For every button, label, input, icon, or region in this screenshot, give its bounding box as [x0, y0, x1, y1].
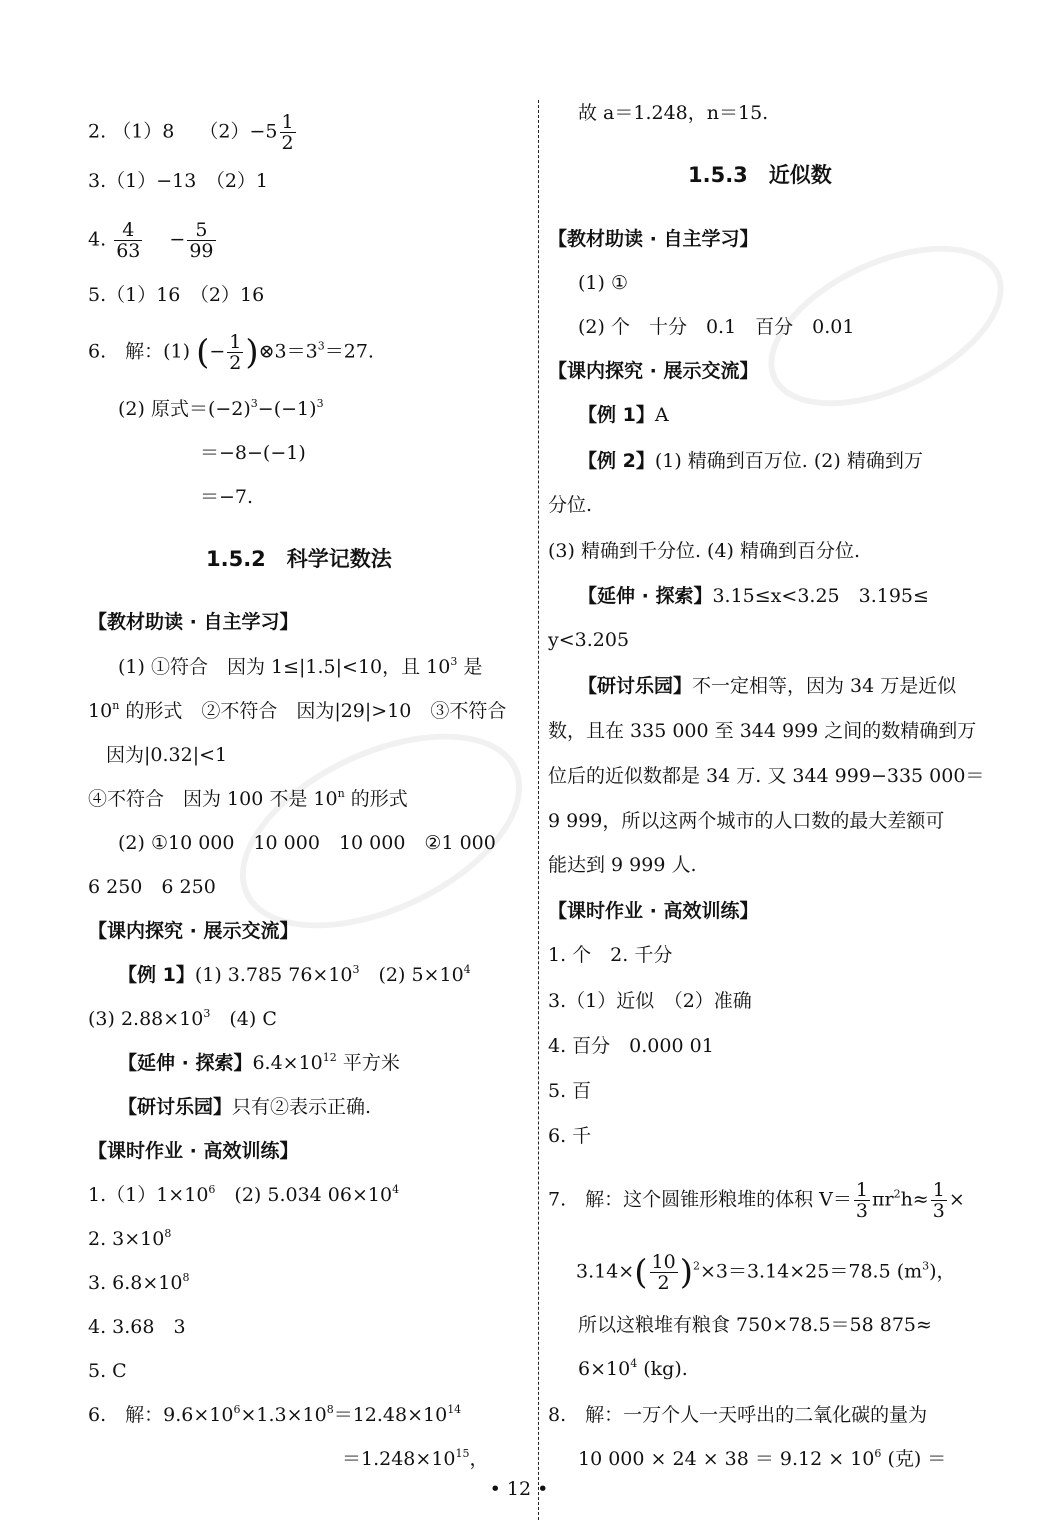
example-1: 【例 1】(1) 3.785 $76\times 10^3$ (2) $5\times 10^4$ [118, 963, 471, 986]
answer-6-part-2: (2) 原式$=(-2)^3-(-1)^3$ [118, 397, 324, 420]
homework-7-cont: 3.14×( $\frac{10}{2}$ )$^2$×3＝3.14×25＝78.5 $(m^3)$， [576, 1251, 956, 1294]
section-title: 1.5.2 科学记数法 [206, 547, 392, 571]
discussion-cont: 能达到 9 999 人. [548, 854, 697, 876]
heading: 【教材助读 · 自主学习】 [548, 228, 759, 250]
heading: 【教材助读 · 自主学习】 [88, 611, 299, 633]
answer-6-step: ＝−7. [200, 486, 254, 508]
fraction: $\frac{10}{2}$ [651, 1251, 676, 1294]
fraction: $\frac{4}{63}$ [116, 219, 141, 262]
answer-6-step: ＝−8−(−1) [200, 442, 306, 464]
homework-4: 4. 百分 0.000 01 [548, 1035, 714, 1057]
homework-7-cont: 所以这粮堆有粮食 750×78.5＝58 875≈ [578, 1314, 932, 1336]
homework-6: 6. 解：$9.6\times 10^6\times 1.3\times 10^8=12.48\times 10^{14}$ [88, 1403, 462, 1426]
fraction: $\frac{1}{3}$ [855, 1179, 868, 1222]
paragraph: (2) ①10 000 10 000 10 000 ②1 000 [118, 832, 496, 854]
extension-cont: y<3.205 [548, 629, 630, 651]
paragraph: 6 250 6 250 [88, 876, 216, 898]
paragraph: (2) 个 十分 0.1 百分 0.01 [578, 316, 855, 338]
discussion: 【研讨乐园】只有②表示正确. [118, 1096, 372, 1118]
discussion: 【研讨乐园】不一定相等，因为 34 万是近似 [578, 675, 957, 697]
discussion-cont: 位后的近似数都是 34 万. 又 344 999−335 000＝ [548, 765, 985, 787]
homework-5: 5. 百 [548, 1080, 592, 1102]
example-1: 【例 1】A [578, 404, 669, 426]
fraction: $\frac{1}{3}$ [932, 1179, 945, 1222]
heading: 【课时作业 · 高效训练】 [88, 1140, 299, 1162]
paragraph: 因为|0.32|<1 [106, 744, 228, 766]
example-1-cont: (3) $2.88\times 10^3$ (4) C [88, 1007, 277, 1030]
homework-2: 2. $3\times 10^8$ [88, 1227, 172, 1250]
homework-8-cont: 10 $000 \times 24 \times 38 = 9.12 \times 10^6$ (克) ＝ [578, 1447, 947, 1470]
homework-6-cont: $=1.248\times 10^{15}$， [342, 1447, 489, 1470]
discussion-cont: 9 999，所以这两个城市的人口数的最大差额可 [548, 810, 945, 832]
answer-6: 6. 解：(1) (− $\frac{1}{2}$ )$\otimes 3=3^3=27$. [88, 331, 374, 374]
paragraph: (1) ①符合 因为 1≤|1.5|<10，且 $10^3$ 是 [118, 655, 483, 678]
conclusion: 故 a＝1.248，n＝15. [578, 102, 769, 124]
example-2: 【例 2】(1) 精确到百万位. (2) 精确到万 [578, 450, 923, 472]
paragraph: 10$^n$ 的形式 ②不符合 因为|29|>10 ③不符合 [88, 699, 507, 722]
homework-7-cont: $6\times 10^4$ (kg). [578, 1357, 688, 1380]
homework-4: 4. 3.68 3 [88, 1316, 186, 1338]
fraction: $\frac{5}{99}$ [189, 219, 214, 262]
homework-3: 3.（1）近似 （2）准确 [548, 990, 752, 1012]
paragraph: ④不符合 因为 100 不是 10$^n$ 的形式 [88, 787, 408, 810]
homework-1-2: 1. 个 2. 千分 [548, 944, 673, 966]
extension: 【延伸 · 探索】$6.4\times 10^{12}$ 平方米 [118, 1051, 400, 1074]
homework-7: 7. 解：这个圆锥形粮堆的体积 V＝ $\frac{1}{3}$ $\pi r^2h\approx$ $\frac{1}{3}$ × [548, 1179, 965, 1222]
homework-1: $1.(1)1\times 10^6$ (2) 5.034 $06\times 10^4$ [88, 1183, 400, 1206]
answer-2: 2. （1）8 （2）−5 $\frac{1}{2}$ [88, 111, 294, 154]
paragraph: (1) ① [578, 272, 628, 294]
fraction: $\frac{1}{2}$ [229, 331, 242, 374]
extension: 【延伸 · 探索】3.15≤x<3.25 3.195≤ [578, 585, 929, 607]
homework-6: 6. 千 [548, 1125, 592, 1147]
homework-5: 5. C [88, 1360, 127, 1382]
example-2-cont: 分位. [548, 494, 593, 516]
example-2-cont: (3) 精确到千分位. (4) 精确到百分位. [548, 540, 861, 562]
column-divider [538, 100, 539, 1520]
page-number: • 12 • [489, 1478, 549, 1500]
homework-8: 8. 解：一万个人一天呼出的二氧化碳的量为 [548, 1404, 928, 1426]
fraction: $\frac{1}{2}$ [281, 111, 294, 154]
heading: 【课内探究 · 展示交流】 [88, 920, 299, 942]
homework-3: 3. $6.8\times 10^8$ [88, 1271, 190, 1294]
answer-4: 4. $\frac{4}{63}$ − $\frac{5}{99}$ [88, 219, 214, 262]
answer-5: 5.（1）16 （2）16 [88, 284, 265, 306]
heading: 【课内探究 · 展示交流】 [548, 360, 759, 382]
answer-3: 3.（1）−13 （2）1 [88, 170, 268, 192]
heading: 【课时作业 · 高效训练】 [548, 900, 759, 922]
section-title: 1.5.3 近似数 [688, 163, 832, 187]
discussion-cont: 数，且在 335 000 至 344 999 之间的数精确到万 [548, 720, 977, 742]
